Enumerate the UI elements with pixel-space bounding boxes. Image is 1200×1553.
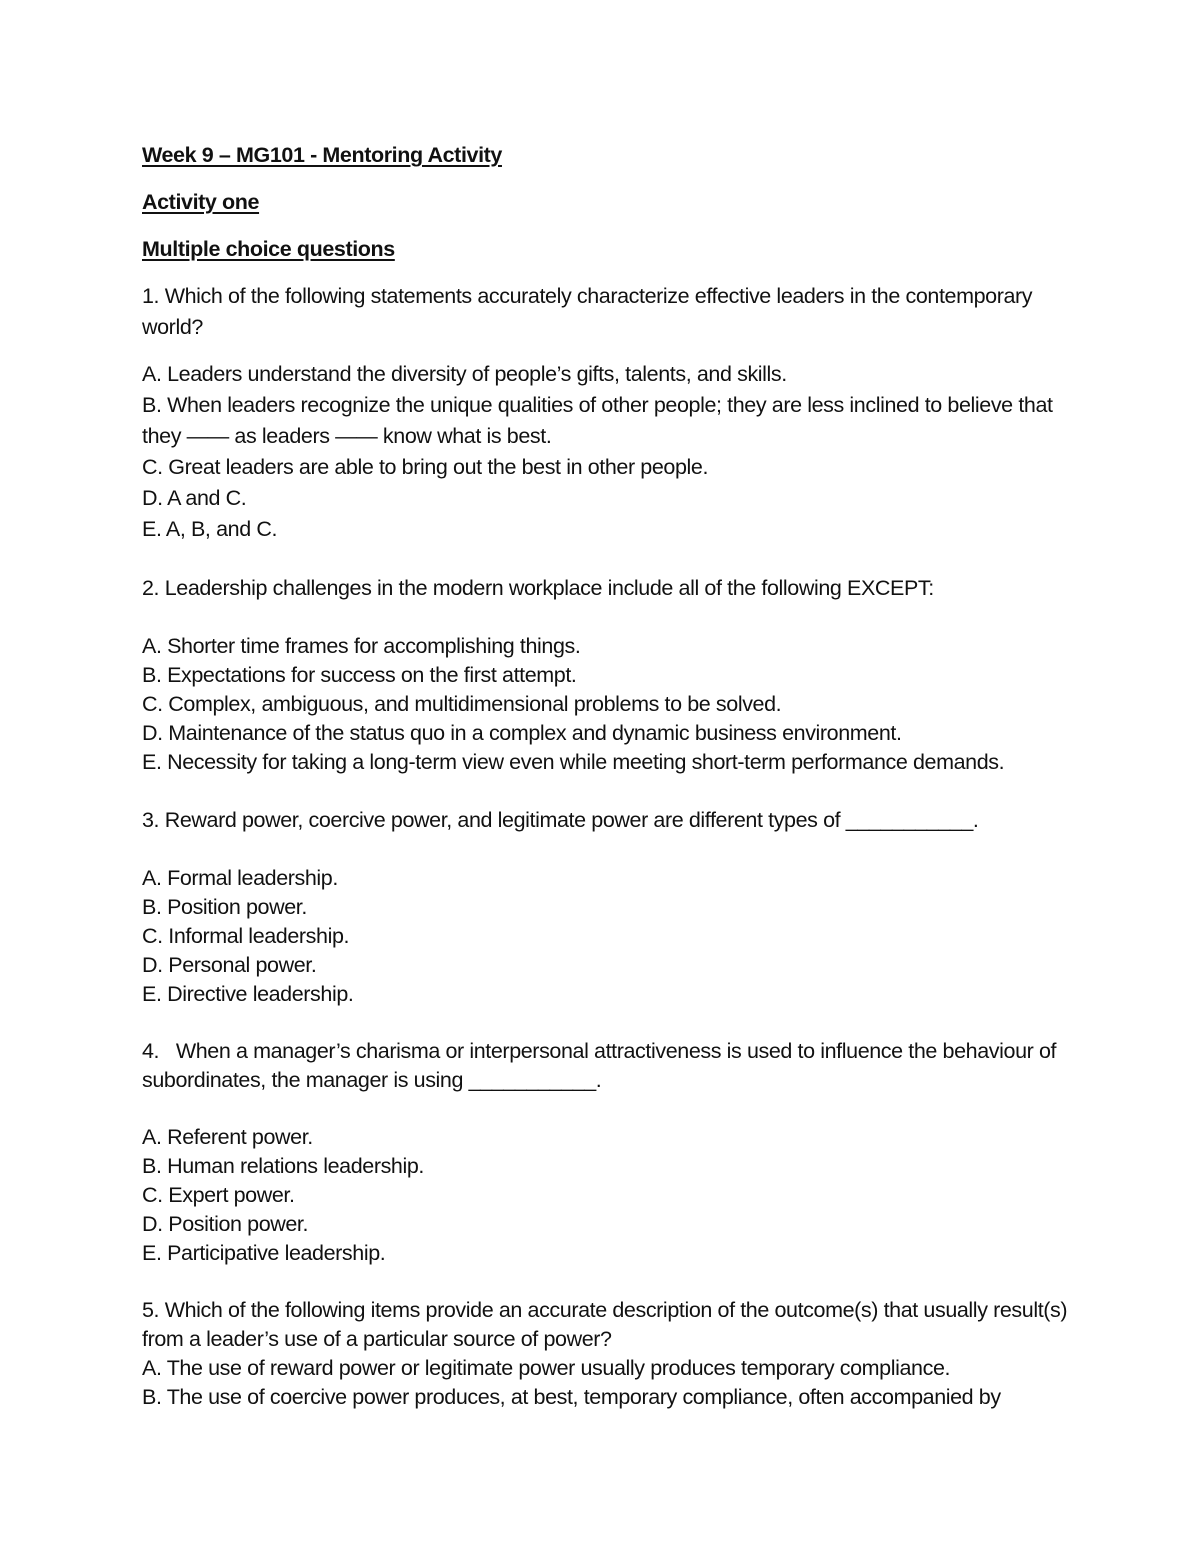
options-list <box>142 864 1072 1009</box>
question-block <box>142 281 1072 545</box>
option: B. Human relations leadership. <box>142 1154 424 1178</box>
document-title: Week 9 – MG101 - Mentoring Activity <box>142 143 502 167</box>
option: E. Necessity for taking a long-term view even while meeting short-term performance demands. <box>142 750 1005 774</box>
question-text: 5. Which of the following items provide an accurate description of the outcome(s) that usually result(s) from a leader’s use of a particular source of power? <box>142 1298 1068 1351</box>
option: A. Referent power. <box>142 1125 313 1149</box>
option: E. Participative leadership. <box>142 1241 386 1265</box>
option: E. Directive leadership. <box>142 982 354 1006</box>
option: C. Informal leadership. <box>142 924 350 948</box>
question-text: 3. Reward power, coercive power, and legitimate power are different types of ___________. <box>142 808 979 832</box>
option: A. Leaders understand the diversity of people’s gifts, talents, and skills. <box>142 362 787 386</box>
option: B. When leaders recognize the unique qualities of other people; they are less inclined to believe that they —— as leaders —— know what is best. <box>142 393 1053 448</box>
option: B. Expectations for success on the first attempt. <box>142 663 577 687</box>
options-list <box>142 1123 1072 1268</box>
question-block <box>142 1037 1072 1268</box>
question-text: 4. When a manager’s charisma or interpersonal attractiveness is used to influence the behaviour of subordinates, the manager is using ___________. <box>142 1039 1062 1092</box>
question-block <box>142 1296 1072 1412</box>
option: A. The use of reward power or legitimate power usually produces temporary compliance. <box>142 1356 951 1380</box>
option: D. Position power. <box>142 1212 309 1236</box>
document-content <box>142 140 1072 1412</box>
option: B. The use of coercive power produces, at best, temporary compliance, often accompanied by <box>142 1385 1001 1409</box>
option: E. A, B, and C. <box>142 517 278 541</box>
section-heading: Multiple choice questions <box>142 237 395 261</box>
options-list <box>142 632 1072 777</box>
question-text: 1. Which of the following statements accurately characterize effective leaders in the contemporary world? <box>142 284 1033 339</box>
option: D. A and C. <box>142 486 247 510</box>
options-list <box>142 1354 1072 1412</box>
question-block <box>142 805 1072 1009</box>
option: A. Formal leadership. <box>142 866 338 890</box>
option: B. Position power. <box>142 895 307 919</box>
option: C. Complex, ambiguous, and multidimensional problems to be solved. <box>142 692 782 716</box>
option: D. Maintenance of the status quo in a complex and dynamic business environment. <box>142 721 902 745</box>
option: A. Shorter time frames for accomplishing things. <box>142 634 581 658</box>
question-text: 2. Leadership challenges in the modern workplace include all of the following EXCEPT: <box>142 576 934 600</box>
options-list <box>142 359 1072 545</box>
option: C. Expert power. <box>142 1183 295 1207</box>
question-block <box>142 573 1072 777</box>
option: D. Personal power. <box>142 953 317 977</box>
option: C. Great leaders are able to bring out the best in other people. <box>142 455 709 479</box>
activity-heading: Activity one <box>142 190 260 214</box>
